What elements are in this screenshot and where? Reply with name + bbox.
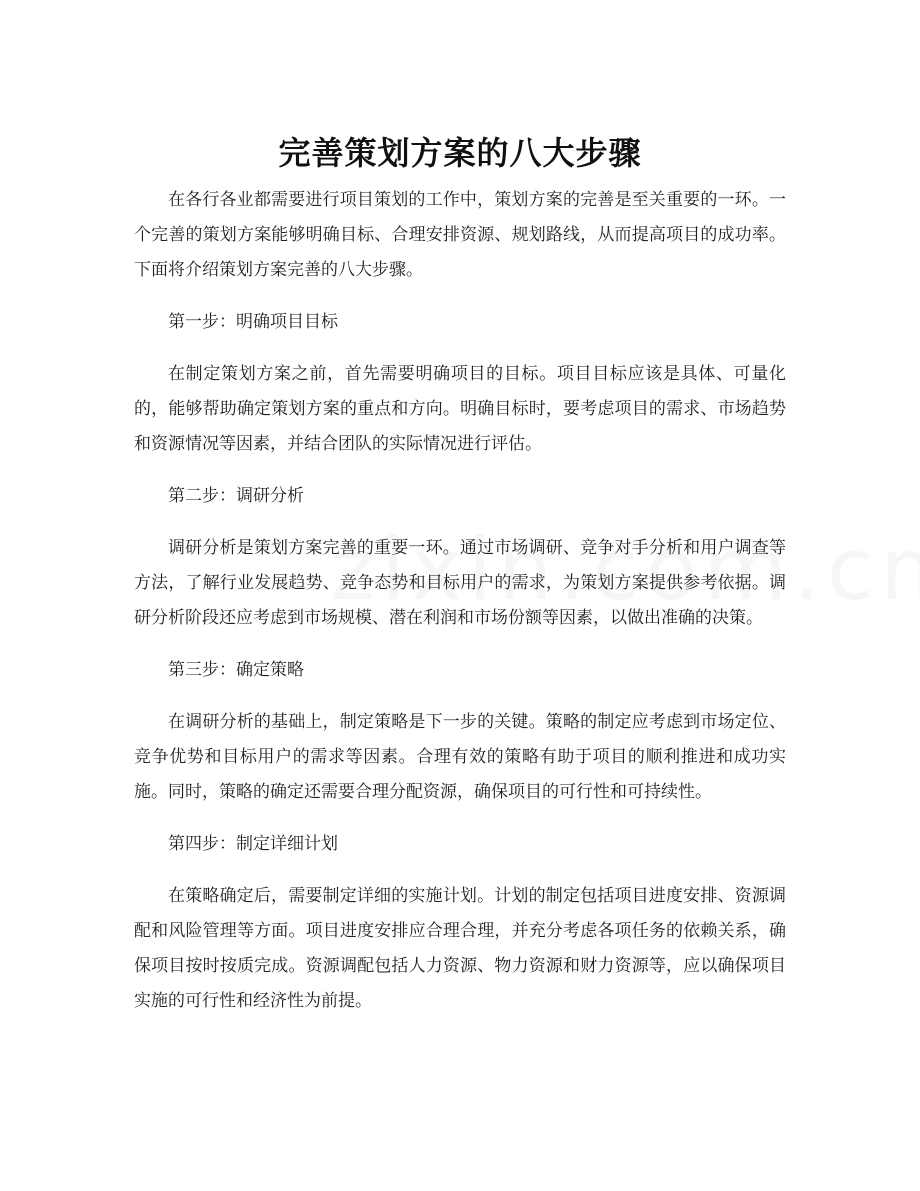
step-paragraph-4: 在策略确定后，需要制定详细的实施计划。计划的制定包括项目进度安排、资源调配和风险管理等方面。项目进度安排应合理合理，并充分考虑各项任务的依赖关系，确保项目按时按质完成。资源调配包括人力资源、物力资源和财力资源等，应以确保项目实施的可行性和经济性为前提。 [134, 886, 786, 1011]
step-paragraph-3: 在调研分析的基础上，制定策略是下一步的关键。策略的制定应考虑到市场定位、竞争优势和目标用户的需求等因素。合理有效的策略有助于项目的顺利推进和成功实施。同时，策略的确定还需要合理分配资源，确保项目的可行性和可持续性。 [134, 712, 786, 802]
step-paragraph-1: 在制定策划方案之前，首先需要明确项目的目标。项目目标应该是具体、可量化的，能够帮助确定策划方案的重点和方向。明确目标时，要考虑项目的需求、市场趋势和资源情况等因素，并结合团队的实际情况进行评估。 [134, 364, 786, 454]
step-paragraph-2: 调研分析是策划方案完善的重要一环。通过市场调研、竞争对手分析和用户调查等方法，了解行业发展趋势、竞争态势和目标用户的需求，为策划方案提供参考依据。调研分析阶段还应考虑到市场规模、潜在利润和市场份额等因素，以做出准确的决策。 [134, 538, 786, 628]
document-body [134, 183, 786, 1036]
step-heading-1: 第一步：明确项目目标 [168, 312, 338, 332]
step-heading-2: 第二步：调研分析 [168, 486, 304, 506]
page-title: 完善策划方案的八大步骤 [278, 134, 642, 173]
step-heading-4: 第四步：制定详细计划 [168, 834, 338, 854]
step-heading-3: 第三步：确定策略 [168, 660, 304, 680]
intro-paragraph: 在各行各业都需要进行项目策划的工作中，策划方案的完善是至关重要的一环。一个完善的策划方案能够明确目标、合理安排资源、规划路线，从而提高项目的成功率。下面将介绍策划方案完善的八大步骤。 [134, 190, 786, 280]
